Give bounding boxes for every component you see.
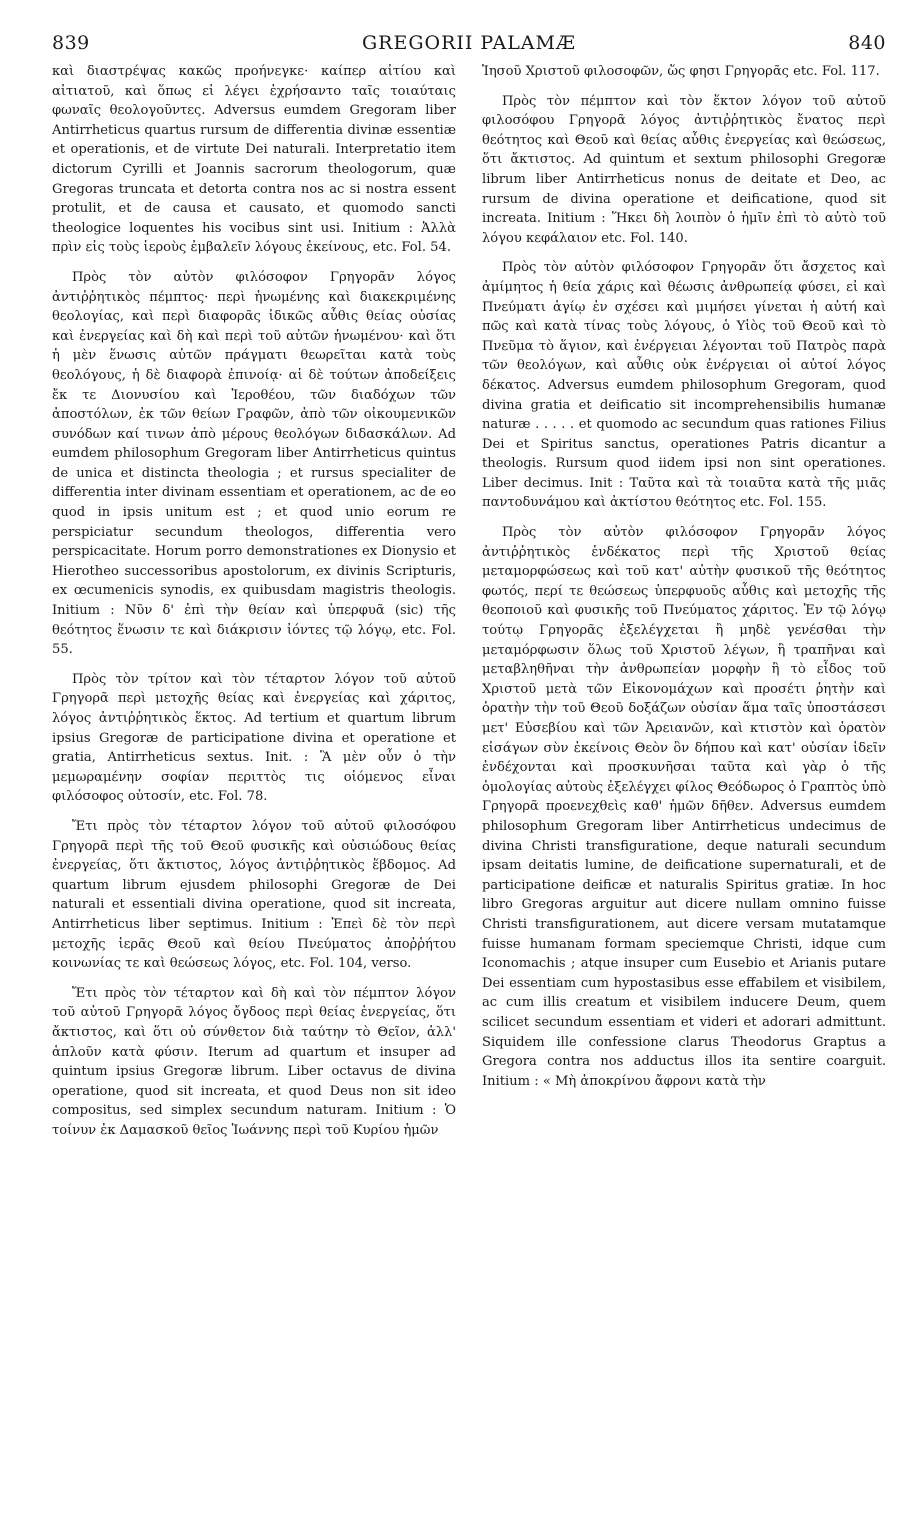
paragraph: Ἔτι πρὸς τὸν τέταρτον καὶ δὴ καὶ τὸν πέμπτον λόγον τοῦ αὐτοῦ Γρηγορᾶ λόγος ὄγδοος περὶ θείας ἐνεργείας, ὅτι ἄκτιστος, καὶ ὅτι οὐ σύνθετον διὰ ταύτην τὸ Θεῖον, ἀλλ' ἁπλοῦν κατὰ φύσιν. Iterum ad quartum et insuper ad quintum ipsius Gregoræ librum. Liber octavus de divina operatione, quod sit increata, et quod Deus non sit ideo compositus, sed simplex secundum naturam. Initium : Ὁ τοίνυν ἐκ Δαμασκοῦ θεῖος Ἰωάννης περὶ τοῦ Κυρίου ἡμῶν [52,985,456,1138]
paragraph: καὶ διαστρέψας κακῶς προήνεγκε· καίπερ αἰτίου καὶ αἰτιατοῦ, καὶ ὅπως εἰ λέγει ἐχρήσαντο ταῖς τοιαύταις φωναῖς θεολογοῦντες. Adversus eumdem Gregoram liber Antirrheticus quartus rursum de differentia divinæ essentiæ et operationis, et de virtute Dei naturali. Interpretatio item dictorum Cyrilli et Joannis sacrorum theologorum, quæ Gregoras truncata et detorta contra nos ac si nostra essent protulit, et de causa et causato, et quomodo sancti theologice loquentes his vocibus sint usi. Initium : Ἀλλὰ πρὶν εἰς τοὺς ἱεροὺς ἐμβαλεῖν λόγους ἐκείνους, etc. Fol. 54. [52,64,456,256]
right-page-number: 840 [848,32,886,54]
paragraph: Πρὸς τὸν αὐτὸν φιλόσοφον Γρηγορᾶν λόγος ἀντιῤῥητικὸς πέμπτος· περὶ ἡνωμένης καὶ διακεκριμένης θεολογίας, καὶ περὶ διαφορᾶς ἰδικῶς αὖθις θείας οὐσίας καὶ ἐνεργείας καὶ δὴ καὶ περὶ τοῦ αὐτῶν ἡνωμένου· καὶ ὅτι ἡ μὲν ἕνωσις αὐτῶν πράγματι θεωρεῖται κατὰ τοὺς θεολόγους, ἡ δὲ διαφορὰ ἐπινοίᾳ· αἱ δὲ τούτων ἀποδείξεις ἔκ τε Διονυσίου καὶ Ἱεροθέου, τῶν διαδόχων τῶν ἀποστόλων, ἐκ τῶν θείων Γραφῶν, ἀπὸ τῶν οἰκουμενικῶν συνόδων καί τινων ἀπὸ μέρους θεολόγων διδασκάλων. Ad eumdem philosophum Gregoram liber Antirrheticus quintus de unica et distincta theologia ; et rursus specialiter de differentia inter divinam essentiam et operationem, ac de eo quod in ipsis unitum est ; et quod unio eorum re perspiciatur secundum theologos, differentia vero perspicacitate. Horum porro demonstrationes ex Dionysio et Hierotheo successoribus apostolorum, ex divinis Scripturis, ex œcumenicis synodis, ex quibusdam magistris theologis. Initium : Νῦν δ' ἐπὶ τὴν θείαν καὶ ὑπερφυᾶ (sic) τῆς θεότητος ἕνωσιν τε καὶ διάκρισιν ἰόντες τῷ λόγῳ, etc. Fol. 55. [52,269,456,658]
left-page-number: 839 [52,32,90,54]
right-column [482,62,886,1150]
left-column [52,62,456,1150]
paragraph: Πρὸς τὸν αὐτὸν φιλόσοφον Γρηγορᾶν λόγος ἀντιῤῥητικὸς ἑνδέκατος περὶ τῆς Χριστοῦ θείας μεταμορφώσεως καὶ τοῦ κατ' αὐτὴν φυσικοῦ τῆς θεότητος φωτός, περί τε θεώσεως ὑπερφυοῦς αὖθις καὶ μετοχῆς τῆς θεοποιοῦ καὶ φυσικῆς τοῦ Πνεύματος χάριτος. Ἐν τῷ λόγῳ τούτῳ Γρηγορᾶς ἐξελέγχεται ἢ μηδὲ γενέσθαι τὴν μεταμόρφωσιν ὅλως τοῦ Χριστοῦ λέγων, ἢ τραπῆναι καὶ μεταβληθῆναι τὴν ἀνθρωπείαν μορφὴν ἢ τὸ εἶδος τοῦ Χριστοῦ μετὰ τῶν Εἰκονομάχων καὶ προσέτι ῥητὴν καὶ ὁρατὴν τὴν τοῦ Θεοῦ δοξάζων οὐσίαν ἅμα ταῖς ὑποστάσεσι μετ' Εὐσεβίου καὶ τῶν Ἀρειανῶν, καὶ κτιστὸν καὶ ὁρατὸν εἰσάγων σὺν ἐκείνοις Θεὸν ὃν δήπου καὶ κατ' οὐσίαν ἰδεῖν ἐνδέχονται καὶ προσκυνῆσαι ταῦτα καὶ γὰρ ὁ τῆς ὁμολογίας αὐτοὺς ἐξελέγχει φίλος Θεόδωρος ὁ Γραπτὸς ὑπὸ Γρηγορᾶ προενεχθεὶς καθ' ἡμῶν δῆθεν. Adversus eumdem philosophum Gregoram liber Antirrheticus undecimus de divina Christi transfiguratione, deque naturali secundum ipsam deitatis lumine, de deificatione supernaturali, et de participatione deificæ et naturalis Spiritus gratiæ. In hoc libro Gregoras arguitur aut dicere nullam omnino fuisse Christi transfigurationem, aut dicere versam mutatamque fuisse humanam formam speciemque Christi, idque cum Iconomachis ; atque insuper cum Eusebio et Arianis putare Dei essentiam cum hypostasibus esse effabilem et visibilem, ac cum illis creatum et visibilem inducere Deum, quem scilicet secundum essentiam et videri et adorari admittunt. Siquidem ille confessione clarus Theodorus Graptus a Gregora contra nos adductus illos ita sentire coarguit. Initium : « Μὴ ἀποκρίνου ἄφρονι κατὰ τὴν [482,525,886,1089]
paragraph: Ἔτι πρὸς τὸν τέταρτον λόγον τοῦ αὐτοῦ φιλοσόφου Γρηγορᾶ περὶ τῆς τοῦ Θεοῦ φυσικῆς καὶ οὐσιώδους θείας ἐνεργείας, ὅτι ἄκτιστος, λόγος ἀντιῤῥητικὸς ἕβδομος. Ad quartum librum ejusdem philosophi Gregoræ de Dei naturali et essentiali divina operatione, quod sit increata, Antirrheticus liber septimus. Initium : Ἐπεὶ δὲ τὸν περὶ μετοχῆς ἱερᾶς Θεοῦ καὶ θείου Πνεύματος ἀποῤῥήτου κοινωνίας τε καὶ θεώσεως λόγος, etc. Fol. 104, verso. [52,818,456,972]
paragraph: Πρὸς τὸν τρίτον καὶ τὸν τέταρτον λόγον τοῦ αὐτοῦ Γρηγορᾶ περὶ μετοχῆς θείας καὶ ἐνεργείας καὶ χάριτος, λόγος ἀντιῤῥητικὸς ἕκτος. Ad tertium et quartum librum ipsius Gregoræ de participatione divina et operatione et gratia, Antirrheticus sextus. Init. : Ἃ μὲν οὖν ὁ τὴν μεμωραμένην σοφίαν περιττὸς τις οἰόμενος εἶναι φιλόσοφος οὑτοσίν, etc. Fol. 78. [52,671,456,805]
page-header [52,26,886,62]
running-title: GREGORII PALAMÆ [361,32,577,54]
text-columns [52,62,886,1150]
paragraph: Πρὸς τὸν πέμπτον καὶ τὸν ἕκτον λόγον τοῦ αὐτοῦ φιλοσόφου Γρηγορᾶ λόγος ἀντιῤῥητικὸς ἔνατος περὶ θεότητος καὶ Θεοῦ καὶ θείας αὖθις ἐνεργείας καὶ θεώσεως, ὅτι ἄκτιστος. Ad quintum et sextum philosophi Gregoræ librum liber Antirrheticus nonus de deitate et Deo, ac rursum de divina operatione et deificatione, quod sit increata. Initium : Ἥκει δὴ λοιπὸν ὁ ἡμῖν ἐπὶ τὸ αὐτὸ τοῦ λόγου κεφάλαιον etc. Fol. 140. [482,93,886,246]
paragraph: Πρὸς τὸν αὐτὸν φιλόσοφον Γρηγορᾶν ὅτι ἄσχετος καὶ ἀμίμητος ἡ θεία χάρις καὶ θέωσις ἀνθρωπείᾳ φύσει, εἰ καὶ Πνεύματι ἁγίῳ ἐν σχέσει καὶ μιμήσει γίνεται ἡ αὐτή καὶ πῶς καὶ κατὰ τίνας τοὺς λόγους, ὁ Υἱὸς τοῦ Θεοῦ καὶ τὸ Πνεῦμα τὸ ἅγιον, καὶ ἐνέργειαι λέγονται τοῦ Πατρὸς παρὰ τῶν θεολόγων, καὶ αὖθις οὐκ ἐνέργειαι οἱ αὐτοί λόγος δέκατος. Adversus eumdem philosophum Gregoram, quod divina gratia et deificatio sit incomprehensibilis humanæ naturæ . . . . . et quomodo ac secundum quas rationes Filius Dei et Spiritus sanctus, operationes Patris dicantur a theologis. Rursum quod iidem ipsi non sint operationes. Liber decimus. Init : Ταῦτα καὶ τὰ τοιαῦτα κατὰ τῆς μιᾶς παντοδυνάμου καὶ ἀκτίστου θεότητος etc. Fol. 155. [482,260,886,511]
paragraph: Ἰησοῦ Χριστοῦ φιλοσοφῶν, ὥς φησι Γρηγορᾶς etc. Fol. 117. [482,64,880,79]
